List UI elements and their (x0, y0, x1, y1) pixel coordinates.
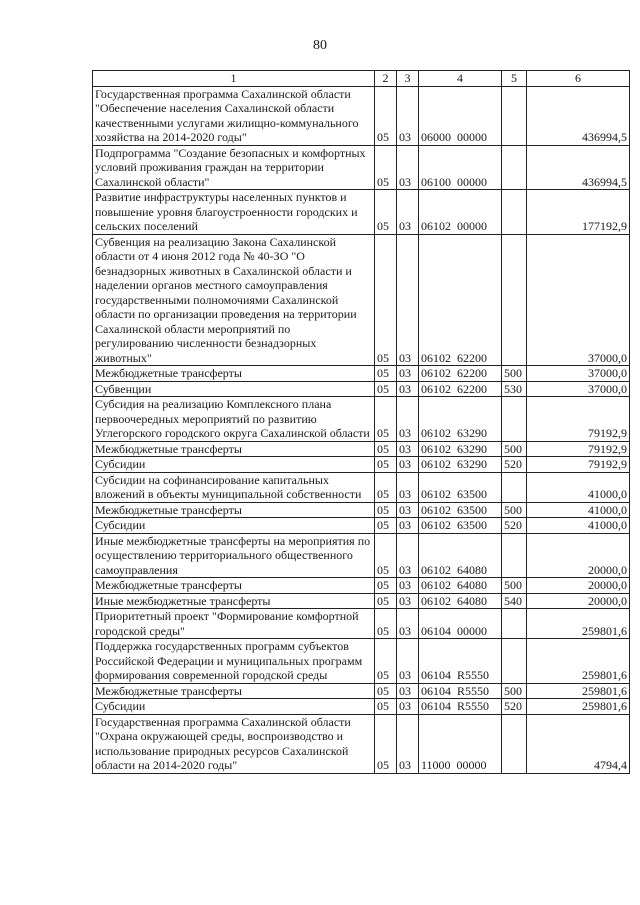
row-section-cell: 05 (375, 533, 397, 578)
row-expense-type-cell (502, 472, 527, 502)
row-name-cell: Государственная программа Сахалинской области "Охрана окружающей среды, воспроизводство и использование природных ресурсов Сахалинской области на 2014-2020 годы" (93, 714, 375, 773)
table-row (93, 518, 630, 534)
row-section-cell: 05 (375, 593, 397, 609)
row-amount-cell: 259801,6 (527, 683, 630, 699)
row-amount-cell: 20000,0 (527, 593, 630, 609)
row-name-cell: Подпрограмма "Создание безопасных и комфортных условий проживания граждан на территории Сахалинской области" (93, 145, 375, 190)
row-name-cell: Межбюджетные трансферты (93, 578, 375, 594)
row-name-cell: Иные межбюджетные трансферты (93, 593, 375, 609)
row-expense-type-cell: 520 (502, 457, 527, 473)
table-row (93, 502, 630, 518)
row-subsection-cell: 03 (397, 699, 419, 715)
row-amount-cell: 79192,9 (527, 397, 630, 442)
row-expense-type-cell (502, 639, 527, 684)
row-target-article-cell: 06102 63500 (419, 502, 502, 518)
table-row (93, 145, 630, 190)
table-row (93, 397, 630, 442)
table-row (93, 366, 630, 382)
row-target-article-cell: 06102 62200 (419, 366, 502, 382)
row-subsection-cell: 03 (397, 609, 419, 639)
row-amount-cell: 79192,9 (527, 441, 630, 457)
row-target-article-cell: 06000 00000 (419, 86, 502, 145)
table-row (93, 593, 630, 609)
row-target-article-cell: 06104 R5550 (419, 639, 502, 684)
row-amount-cell: 259801,6 (527, 609, 630, 639)
row-expense-type-cell (502, 714, 527, 773)
row-subsection-cell: 03 (397, 639, 419, 684)
table-row (93, 699, 630, 715)
row-subsection-cell: 03 (397, 457, 419, 473)
row-expense-type-cell: 520 (502, 518, 527, 534)
row-expense-type-cell (502, 190, 527, 235)
row-expense-type-cell: 500 (502, 366, 527, 382)
row-section-cell: 05 (375, 639, 397, 684)
row-subsection-cell: 03 (397, 86, 419, 145)
row-expense-type-cell: 500 (502, 578, 527, 594)
row-section-cell: 05 (375, 714, 397, 773)
row-expense-type-cell: 520 (502, 699, 527, 715)
row-target-article-cell: 06104 R5550 (419, 683, 502, 699)
row-amount-cell: 41000,0 (527, 518, 630, 534)
row-target-article-cell: 06102 63500 (419, 472, 502, 502)
row-target-article-cell: 06102 63290 (419, 441, 502, 457)
row-name-cell: Субвенции (93, 381, 375, 397)
row-name-cell: Межбюджетные трансферты (93, 441, 375, 457)
row-expense-type-cell: 540 (502, 593, 527, 609)
row-subsection-cell: 03 (397, 190, 419, 235)
row-name-cell: Субвенция на реализацию Закона Сахалинской области от 4 июня 2012 года № 40-ЗО "О безнадзорных животных в Сахалинской области и наделении органов местного самоуправления государственными полномочиями Сахалинской области по организации проведения на территории Сахалинской области мероприятий по регулированию численности безнадзорных животных" (93, 234, 375, 366)
row-name-cell: Субсидии (93, 457, 375, 473)
row-section-cell: 05 (375, 86, 397, 145)
row-name-cell: Межбюджетные трансферты (93, 366, 375, 382)
row-subsection-cell: 03 (397, 381, 419, 397)
header-cell-subsection: 3 (397, 71, 419, 87)
row-section-cell: 05 (375, 441, 397, 457)
row-amount-cell: 37000,0 (527, 366, 630, 382)
row-amount-cell: 177192,9 (527, 190, 630, 235)
row-subsection-cell: 03 (397, 533, 419, 578)
row-section-cell: 05 (375, 683, 397, 699)
table-row (93, 609, 630, 639)
row-subsection-cell: 03 (397, 502, 419, 518)
row-expense-type-cell (502, 145, 527, 190)
row-expense-type-cell: 500 (502, 441, 527, 457)
row-target-article-cell: 11000 00000 (419, 714, 502, 773)
row-section-cell: 05 (375, 145, 397, 190)
header-cell-name: 1 (93, 71, 375, 87)
row-name-cell: Субсидия на реализацию Комплексного плана первоочередных мероприятий по развитию Углегорского городского округа Сахалинской области (93, 397, 375, 442)
row-name-cell: Межбюджетные трансферты (93, 683, 375, 699)
row-amount-cell: 436994,5 (527, 86, 630, 145)
row-target-article-cell: 06102 64080 (419, 578, 502, 594)
row-section-cell: 05 (375, 457, 397, 473)
table-row (93, 86, 630, 145)
row-subsection-cell: 03 (397, 593, 419, 609)
table-row (93, 441, 630, 457)
row-amount-cell: 20000,0 (527, 533, 630, 578)
row-section-cell: 05 (375, 381, 397, 397)
row-expense-type-cell (502, 397, 527, 442)
row-amount-cell: 41000,0 (527, 472, 630, 502)
row-name-cell: Приоритетный проект "Формирование комфортной городской среды" (93, 609, 375, 639)
row-amount-cell: 259801,6 (527, 699, 630, 715)
row-amount-cell: 37000,0 (527, 234, 630, 366)
row-name-cell: Субсидии (93, 699, 375, 715)
row-expense-type-cell: 500 (502, 502, 527, 518)
row-target-article-cell: 06104 00000 (419, 609, 502, 639)
row-name-cell: Иные межбюджетные трансферты на мероприятия по осуществлению территориального общественного самоуправления (93, 533, 375, 578)
row-target-article-cell: 06102 64080 (419, 533, 502, 578)
row-subsection-cell: 03 (397, 234, 419, 366)
row-expense-type-cell: 500 (502, 683, 527, 699)
row-section-cell: 05 (375, 190, 397, 235)
row-subsection-cell: 03 (397, 714, 419, 773)
table-row (93, 578, 630, 594)
row-amount-cell: 20000,0 (527, 578, 630, 594)
table-row (93, 639, 630, 684)
table-row (93, 683, 630, 699)
row-section-cell: 05 (375, 609, 397, 639)
row-subsection-cell: 03 (397, 472, 419, 502)
table-row (93, 457, 630, 473)
row-subsection-cell: 03 (397, 145, 419, 190)
budget-table (92, 70, 630, 774)
row-name-cell: Поддержка государственных программ субъектов Российской Федерации и муниципальных программ формирования современной городской среды (93, 639, 375, 684)
row-target-article-cell: 06102 62200 (419, 234, 502, 366)
row-section-cell: 05 (375, 397, 397, 442)
row-name-cell: Субсидии (93, 518, 375, 534)
row-expense-type-cell (502, 234, 527, 366)
table-row (93, 714, 630, 773)
row-target-article-cell: 06102 64080 (419, 593, 502, 609)
row-expense-type-cell (502, 533, 527, 578)
row-section-cell: 05 (375, 502, 397, 518)
row-section-cell: 05 (375, 366, 397, 382)
table-header-row (93, 71, 630, 87)
row-target-article-cell: 06104 R5550 (419, 699, 502, 715)
row-name-cell: Государственная программа Сахалинской области "Обеспечение населения Сахалинской области качественными услугами жилищно-коммунального хозяйства на 2014-2020 годы" (93, 86, 375, 145)
row-name-cell: Развитие инфраструктуры населенных пунктов и повышение уровня благоустроенности городских и сельских поселений (93, 190, 375, 235)
row-section-cell: 05 (375, 518, 397, 534)
row-amount-cell: 436994,5 (527, 145, 630, 190)
table-row (93, 190, 630, 235)
header-cell-target-article: 4 (419, 71, 502, 87)
row-subsection-cell: 03 (397, 518, 419, 534)
row-name-cell: Субсидии на софинансирование капитальных вложений в объекты муниципальной собственности (93, 472, 375, 502)
table-row (93, 381, 630, 397)
row-subsection-cell: 03 (397, 441, 419, 457)
page-number: 80 (313, 38, 327, 53)
row-amount-cell: 37000,0 (527, 381, 630, 397)
row-subsection-cell: 03 (397, 366, 419, 382)
row-section-cell: 05 (375, 472, 397, 502)
row-name-cell: Межбюджетные трансферты (93, 502, 375, 518)
row-expense-type-cell (502, 609, 527, 639)
row-subsection-cell: 03 (397, 578, 419, 594)
row-subsection-cell: 03 (397, 683, 419, 699)
table-row (93, 533, 630, 578)
row-expense-type-cell: 530 (502, 381, 527, 397)
row-amount-cell: 4794,4 (527, 714, 630, 773)
row-target-article-cell: 06102 63290 (419, 457, 502, 473)
row-target-article-cell: 06102 63500 (419, 518, 502, 534)
header-cell-expense-type: 5 (502, 71, 527, 87)
row-section-cell: 05 (375, 234, 397, 366)
row-section-cell: 05 (375, 578, 397, 594)
row-section-cell: 05 (375, 699, 397, 715)
row-target-article-cell: 06102 62200 (419, 381, 502, 397)
header-cell-section: 2 (375, 71, 397, 87)
row-amount-cell: 79192,9 (527, 457, 630, 473)
row-target-article-cell: 06102 63290 (419, 397, 502, 442)
header-cell-amount: 6 (527, 71, 630, 87)
table-row (93, 234, 630, 366)
row-target-article-cell: 06100 00000 (419, 145, 502, 190)
row-amount-cell: 259801,6 (527, 639, 630, 684)
table-row (93, 472, 630, 502)
row-amount-cell: 41000,0 (527, 502, 630, 518)
row-subsection-cell: 03 (397, 397, 419, 442)
row-target-article-cell: 06102 00000 (419, 190, 502, 235)
row-expense-type-cell (502, 86, 527, 145)
